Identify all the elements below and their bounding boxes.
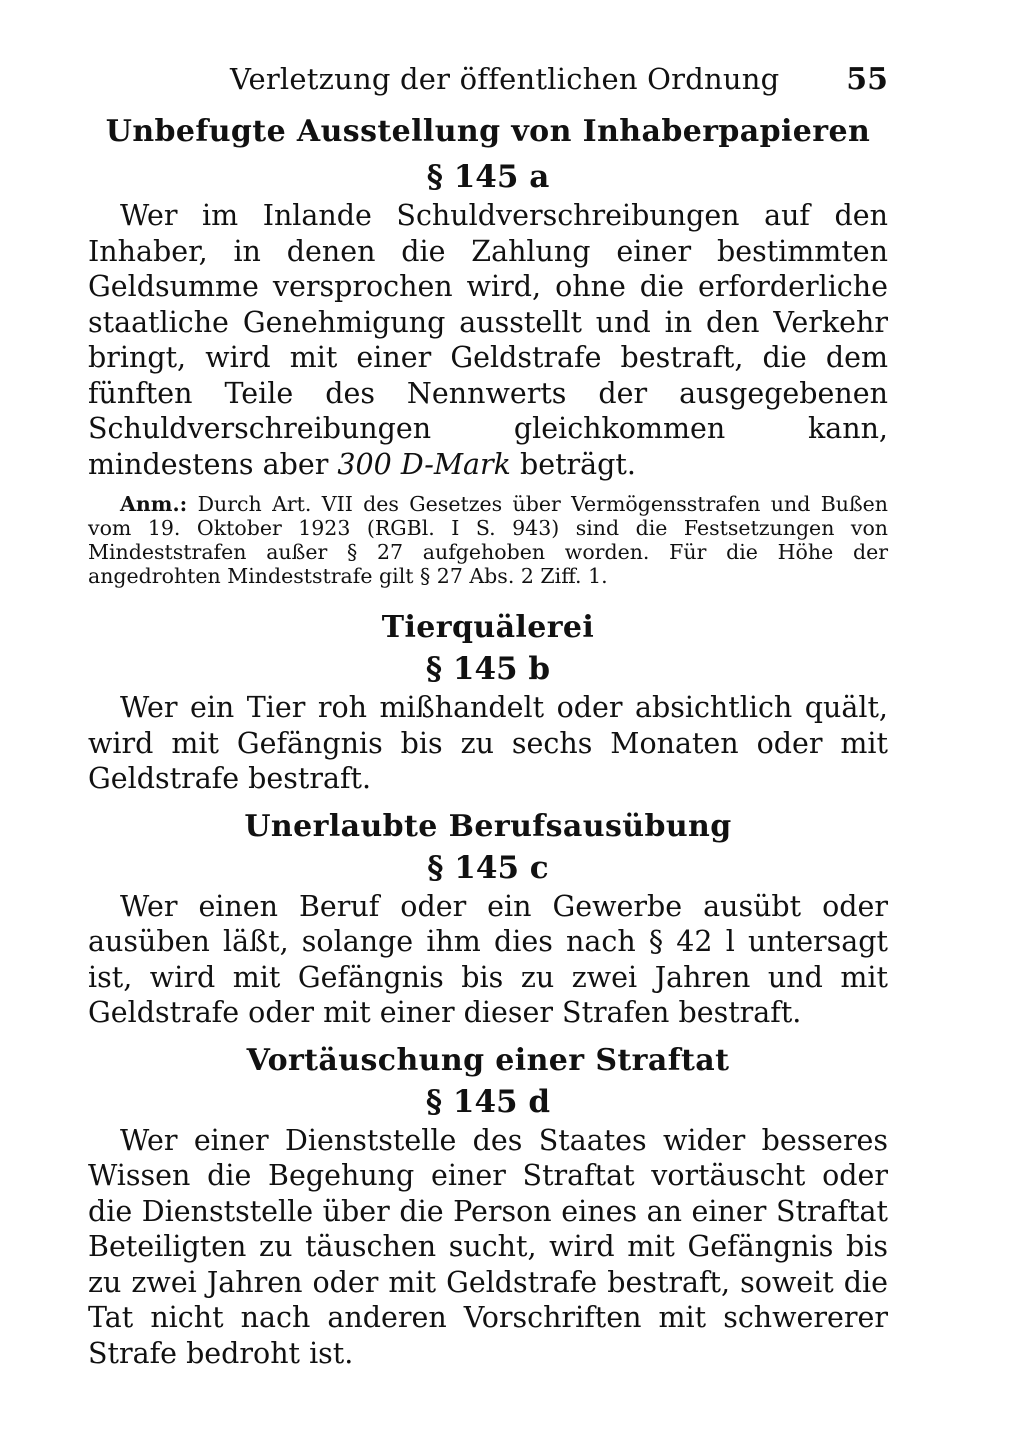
page-number: 55 bbox=[846, 62, 888, 97]
section-heading: Unbefugte Ausstellung von Inhaberpapieren bbox=[105, 114, 871, 149]
section-number: § 145 a bbox=[426, 159, 550, 195]
section-145d bbox=[88, 1041, 888, 1372]
annotation-label: Anm.: bbox=[120, 492, 188, 516]
running-header bbox=[88, 62, 888, 112]
amount-text: 300 D-Mark bbox=[337, 447, 511, 481]
section-text: Wer einer Dienststelle des Staates wider besseres Wissen die Begehung einer Straftat vortäuscht oder die Dienststelle über die Person eines an einer Straftat Beteiligten zu täuschen sucht, wird mit Gefängnis bis zu zwei Jahren oder mit Geldstrafe bestraft, soweit die Tat nicht nach anderen Vorschriften mit schwererer Strafe bedroht ist. bbox=[88, 1123, 888, 1370]
section-145c bbox=[88, 807, 888, 1031]
annotation-text: Durch Art. VII des Gesetzes über Vermögensstrafen und Bußen vom 19. Oktober 1923 (RGBl. I S. 943) sind die Festsetzungen von Mindeststrafen außer § 27 aufgehoben worden. Für die Höhe der angedrohten Mindeststrafe gilt § 27 Abs. 2 Ziff. 1. bbox=[88, 492, 888, 588]
book-page bbox=[88, 62, 888, 1371]
section-heading: Unerlaubte Berufsausübung bbox=[244, 808, 732, 844]
section-number: § 145 d bbox=[425, 1083, 551, 1120]
running-title: Verletzung der öffentlichen Ordnung bbox=[230, 62, 780, 96]
section-text-ending: beträgt. bbox=[510, 447, 636, 481]
section-text: Wer einen Beruf oder ein Gewerbe ausübt oder ausüben läßt, solange ihm dies nach § 42 l untersagt ist, wird mit Gefängnis bis zu zwei Jahren und mit Geldstrafe oder mit einer dieser Strafen bestraft. bbox=[88, 889, 888, 1029]
section-145a bbox=[88, 112, 888, 588]
section-text bbox=[88, 198, 888, 482]
section-number: § 145 b bbox=[425, 651, 551, 687]
section-text-part: Wer im Inlande Schuldverschreibungen auf den Inhaber, in denen die Zahlung einer bestimmten Geldsumme versprochen wird, ohne die erforderliche staatliche Genehmigung ausstellt und in den Verkehr bringt, wird mit einer Geldstrafe bestraft, die dem fünften Teile des Nennwerts der ausgegebenen Schuldverschreibungen gleichkommen kann, mindestens aber bbox=[88, 199, 888, 481]
section-heading: Vortäuschung einer Straftat bbox=[246, 1042, 730, 1078]
section-heading: Tierquälerei bbox=[381, 610, 595, 645]
section-number: § 145 c bbox=[427, 849, 549, 886]
section-text: Wer ein Tier roh mißhandelt oder absichtlich quält, wird mit Gefängnis bis zu sechs Monaten oder mit Geldstrafe bestraft. bbox=[88, 691, 888, 795]
section-145b bbox=[88, 608, 888, 797]
annotation-note bbox=[88, 492, 888, 588]
